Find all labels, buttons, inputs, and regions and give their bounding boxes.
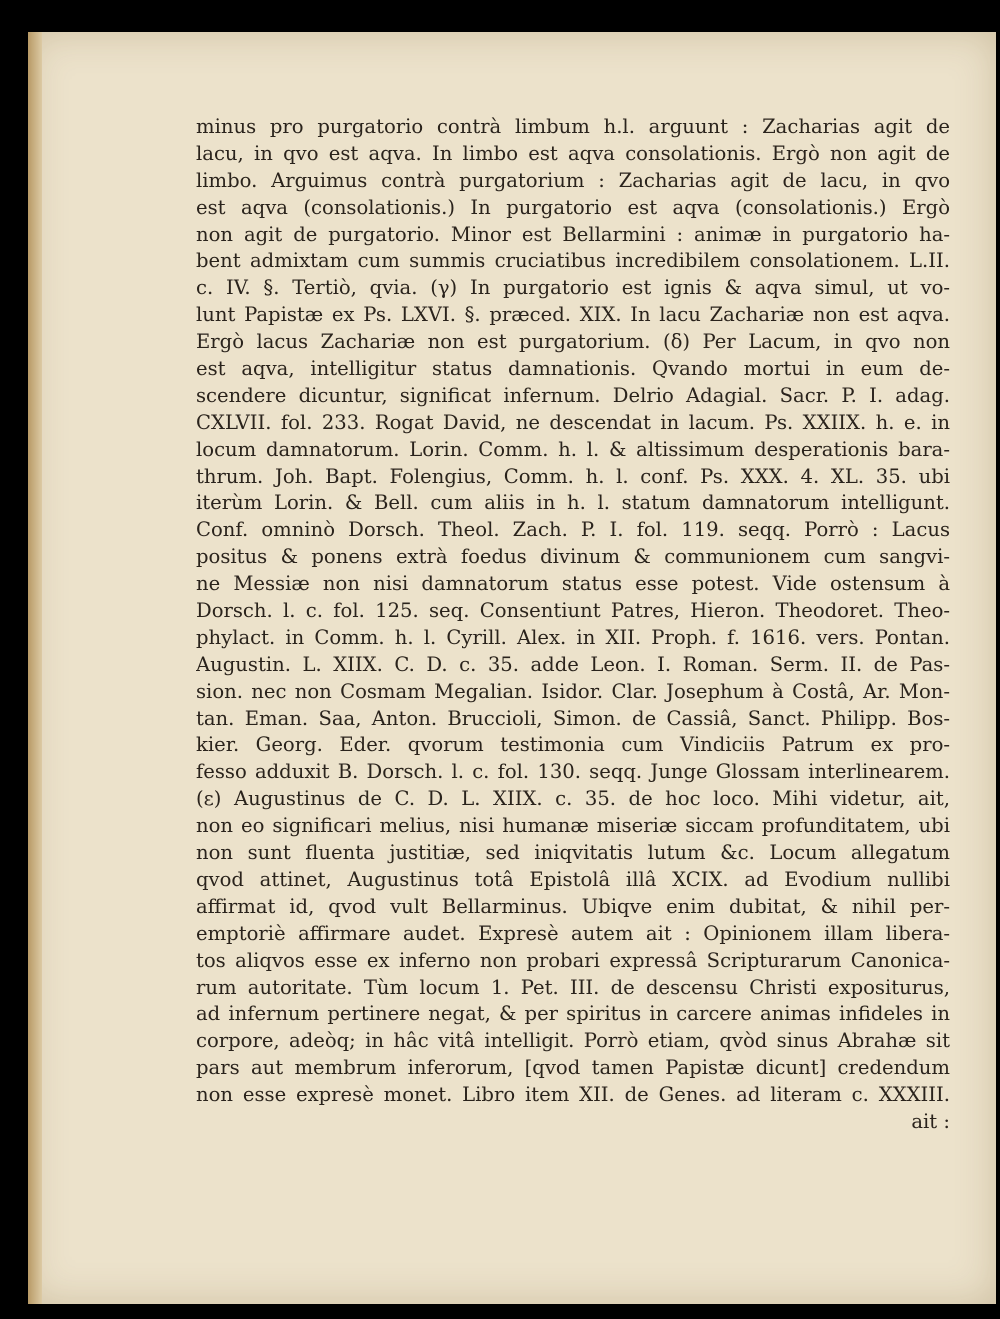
text-line: (ε) Augustinus de C. D. L. XIIX. c. 35. de hoc loco. Mihi videtur, ait, bbox=[196, 787, 950, 811]
text-line: fesso adduxit B. Dorsch. l. c. fol. 130. seqq. Junge Glossam interlinearem. bbox=[196, 760, 950, 784]
text-line: kier. Georg. Eder. qvorum testimonia cum Vindiciis Patrum ex pro- bbox=[196, 733, 950, 757]
text-line: tan. Eman. Saa, Anton. Bruccioli, Simon. de Cassiâ, Sanct. Philipp. Bos- bbox=[196, 706, 950, 730]
catchword: ait : bbox=[911, 1109, 950, 1133]
text-line: affirmat id, qvod vult Bellarminus. Ubiqve enim dubitat, & nihil per- bbox=[196, 894, 950, 918]
text-line: bent admixtam cum summis cruciatibus incredibilem consolationem. L.II. bbox=[196, 249, 950, 273]
text-line: qvod attinet, Augustinus totâ Epistolâ illâ XCIX. ad Evodium nullibi bbox=[196, 867, 950, 891]
text-line: scendere dicuntur, significat infernum. Delrio Adagial. Sacr. P. I. adag. bbox=[196, 383, 950, 407]
text-line: est aqva, intelligitur status damnationis. Qvando mortui in eum de- bbox=[196, 357, 950, 381]
text-line: lunt Papistæ ex Ps. LXVI. §. præced. XIX. In lacu Zachariæ non est aqva. bbox=[196, 303, 950, 327]
text-line: sion. nec non Cosmam Megalian. Isidor. Clar. Josephum à Costâ, Ar. Mon- bbox=[196, 679, 950, 703]
text-line: minus pro purgatorio contrà limbum h.l. arguunt : Zacharias agit de bbox=[196, 115, 950, 138]
text-line: Ergò lacus Zachariæ non est purgatorium. (δ) Per Lacum, in qvo non bbox=[196, 330, 950, 354]
page-gutter bbox=[28, 32, 42, 1304]
text-line: emptoriè affirmare audet. Expresè autem ait : Opinionem illam libera- bbox=[196, 921, 950, 945]
text-line: lacu, in qvo est aqva. In limbo est aqva consolationis. Ergò non agit de bbox=[196, 141, 950, 165]
text-line: ne Messiæ non nisi damnatorum status esse potest. Vide ostensum à bbox=[196, 572, 950, 596]
text-line: ad infernum pertinere negat, & per spiritus in carcere animas infideles in bbox=[196, 1002, 950, 1026]
text-line: Conf. omninò Dorsch. Theol. Zach. P. I. fol. 119. seqq. Porrò : Lacus bbox=[196, 518, 950, 542]
text-line: rum autoritate. Tùm locum 1. Pet. III. de descensu Christi expositurus, bbox=[196, 975, 950, 999]
text-line: non esse expresè monet. Libro item XII. de Genes. ad literam c. XXXIII. bbox=[196, 1083, 950, 1107]
text-line: locum damnatorum. Lorin. Comm. h. l. & altissimum desperationis bara- bbox=[196, 437, 950, 461]
text-line: phylact. in Comm. h. l. Cyrill. Alex. in XII. Proph. f. 1616. vers. Pontan. bbox=[196, 625, 950, 649]
text-line: limbo. Arguimus contrà purgatorium : Zacharias agit de lacu, in qvo bbox=[196, 168, 950, 192]
text-line: non eo significari melius, nisi humanæ miseriæ siccam profunditatem, ubi bbox=[196, 814, 950, 838]
text-line: thrum. Joh. Bapt. Folengius, Comm. h. l. conf. Ps. XXX. 4. XL. 35. ubi bbox=[196, 464, 950, 488]
text-line: CXLVII. fol. 233. Rogat David, ne descendat in lacum. Ps. XXIIX. h. e. in bbox=[196, 410, 950, 434]
text-line: non sunt fluenta justitiæ, sed iniqvitatis lutum &c. Locum allegatum bbox=[196, 841, 950, 865]
text-line: tos aliqvos esse ex inferno non probari expressâ Scripturarum Canonica- bbox=[196, 948, 950, 972]
text-line: pars aut membrum inferorum, [qvod tamen Papistæ dicunt] credendum bbox=[196, 1056, 950, 1080]
text-line: corpore, adeòq; in hâc vitâ intelligit. Porrò etiam, qvòd sinus Abrahæ sit bbox=[196, 1029, 950, 1053]
text-line: Dorsch. l. c. fol. 125. seq. Consentiunt Patres, Hieron. Theodoret. Theo- bbox=[196, 599, 950, 623]
text-line: iterùm Lorin. & Bell. cum aliis in h. l. statum damnatorum intelligunt. bbox=[196, 491, 950, 515]
text-line: est aqva (consolationis.) In purgatorio est aqva (consolationis.) Ergò bbox=[196, 195, 950, 219]
page-text bbox=[196, 114, 950, 1136]
text-line: non agit de purgatorio. Minor est Bellarmini : animæ in purgatorio ha- bbox=[196, 222, 950, 246]
text-line: Augustin. L. XIIX. C. D. c. 35. adde Leon. I. Roman. Serm. II. de Pas- bbox=[196, 652, 950, 676]
text-line: positus & ponens extrà foedus divinum & communionem cum sangvi- bbox=[196, 545, 950, 569]
text-line: c. IV. §. Tertiò, qvia. (γ) In purgatorio est ignis & aqva simul, ut vo- bbox=[196, 276, 950, 300]
